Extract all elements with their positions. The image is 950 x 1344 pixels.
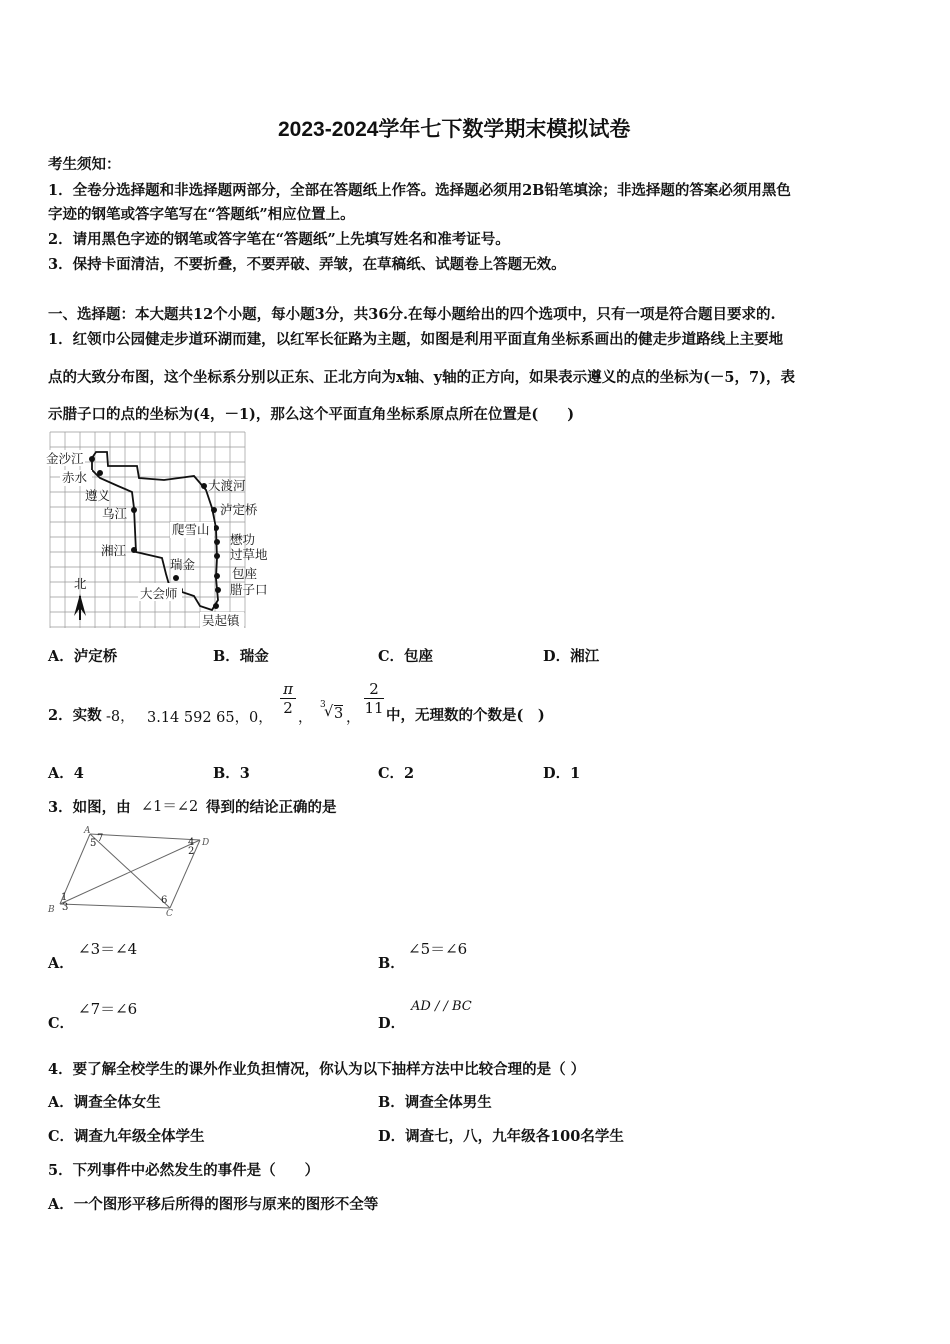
q2-comma-2: ， xyxy=(346,710,361,726)
q1-line-1: 1．红领巾公园健走步道环湖而建，以红军长征路为主题，如图是利用平面直角坐标系画出的健走步道路线上主要地 xyxy=(48,331,784,348)
q2-pi-numerator: π xyxy=(283,680,293,698)
q3-option-d-math: AD / / BC xyxy=(411,999,472,1014)
map-label-ruijin: 瑞金 xyxy=(170,557,196,572)
notice-line-1b: 字迹的钢笔或答字笔写在“答题纸”相应位置上。 xyxy=(48,206,355,223)
q3-angle-6: 6 xyxy=(161,895,168,906)
map-label-daduhe: 大渡河 xyxy=(208,478,246,493)
q1-option-a[interactable]: A．泸定桥 xyxy=(48,648,118,665)
map-label-maogong: 懋功 xyxy=(230,532,256,547)
q1-line-2: 点的大致分布图，这个坐标系分别以正东、正北方向为x轴、y轴的正方向，如果表示遵义的点的坐标为(－5，7)，表 xyxy=(48,369,795,386)
q2-suffix: 中，无理数的个数是( ) xyxy=(386,707,545,724)
notice-line-3: 3．保持卡面清洁，不要折叠，不要弄破、弄皱，在草稿纸、试题卷上答题无效。 xyxy=(48,256,566,273)
notice-heading: 考生须知： xyxy=(48,156,121,173)
q3-option-a-math: ∠3＝∠4 xyxy=(78,940,138,958)
q3-suffix: 得到的结论正确的是 xyxy=(206,799,337,816)
map-label-chishui: 赤水 xyxy=(62,470,88,485)
q2-number-3: 0， xyxy=(249,710,273,726)
map-label-zunyi: 遵义 xyxy=(85,488,111,503)
map-label-lazikou: 腊子口 xyxy=(230,582,268,597)
q3-vertex-c: C xyxy=(166,909,173,916)
q2-prefix: 2．实数 xyxy=(48,707,102,724)
q4-stem: 4．要了解全校学生的课外作业负担情况，你认为以下抽样方法中比较合理的是（ ） xyxy=(48,1061,586,1078)
q1-line-3: 示腊子口的点的坐标为(4，－1)，那么这个平面直角坐标系原点所在位置是( ) xyxy=(48,406,575,423)
q3-angle-5: 5 xyxy=(90,838,97,849)
notice-line-2: 2．请用黑色字迹的钢笔或答字笔在“答题纸”上先填写姓名和准考证号。 xyxy=(48,231,510,248)
map-label-guocaodi: 过草地 xyxy=(230,547,268,562)
q3-angle-2: 2 xyxy=(188,846,195,857)
q2-comma-1: ， xyxy=(298,710,313,726)
map-label-wuqizhen: 吴起镇 xyxy=(202,613,240,628)
notice-line-1a: 1．全卷分选择题和非选择题两部分，全部在答题纸上作答。选择题必须用2B铅笔填涂；非选择题的答案必须用黑色 xyxy=(48,182,791,199)
q1-option-d[interactable]: D．湘江 xyxy=(543,648,600,665)
q2-option-b[interactable]: B．3 xyxy=(213,765,250,782)
map-label-paxueshan: 爬雪山 xyxy=(172,522,210,537)
q3-option-c-math: ∠7＝∠6 xyxy=(78,1000,138,1018)
q3-vertex-b: B xyxy=(48,905,55,915)
q3-angle-4: 4 xyxy=(188,837,195,848)
q3-vertex-d: D xyxy=(202,838,210,848)
q3-prefix: 3．如图，由 xyxy=(48,799,131,816)
q2-fraction-pi xyxy=(280,680,296,717)
map-north-label: 北 xyxy=(74,576,87,591)
q2-frac-denominator: 11 xyxy=(364,699,384,717)
q1-option-b[interactable]: B．瑞金 xyxy=(213,648,269,665)
q3-angle-3: 3 xyxy=(62,902,69,913)
q2-frac-numerator: 2 xyxy=(369,680,379,698)
q4-option-a[interactable]: A．调查全体女生 xyxy=(48,1094,161,1111)
q3-option-c-label[interactable]: C． xyxy=(48,1015,75,1032)
q2-number-2: 3.14 592 65， xyxy=(147,710,250,726)
q2-fraction-2-11 xyxy=(364,680,384,717)
map-label-wujiang: 乌江 xyxy=(102,506,128,521)
q5-option-a[interactable]: A．一个图形平移后所得的图形与原来的图形不全等 xyxy=(48,1196,379,1213)
map-label-baozuo: 包座 xyxy=(232,566,258,581)
map-label-xiangjiang: 湘江 xyxy=(101,543,127,558)
q1-option-c[interactable]: C．包座 xyxy=(378,648,434,665)
map-label-dahuishi: 大会师 xyxy=(140,586,178,601)
map-label-ludingqiao: 泸定桥 xyxy=(220,502,258,517)
q2-cbrt-radicand: 3 xyxy=(334,706,344,722)
q4-option-c[interactable]: C．调查九年级全体学生 xyxy=(48,1128,205,1145)
q2-radical-icon: √ xyxy=(324,704,334,720)
q3-condition: ∠1＝∠2 xyxy=(141,799,199,815)
q2-number-1: -8， xyxy=(106,709,135,725)
q3-option-d-label[interactable]: D． xyxy=(378,1015,406,1032)
q3-option-b-label[interactable]: B． xyxy=(378,955,405,972)
q2-pi-denominator: 2 xyxy=(280,698,296,717)
q4-option-d[interactable]: D．调查七，八，九年级各100名学生 xyxy=(378,1128,624,1145)
q2-option-c[interactable]: C．2 xyxy=(378,765,415,782)
page-title: 2023-2024学年七下数学期末模拟试卷 xyxy=(278,118,631,141)
q5-stem: 5．下列事件中必然发生的事件是（ ） xyxy=(48,1162,320,1179)
q1-map-figure xyxy=(44,428,284,632)
q3-option-b-math: ∠5＝∠6 xyxy=(408,940,468,958)
q2-cbrt-index: 3 xyxy=(320,700,326,710)
map-label-jinshajiang: 金沙江 xyxy=(46,451,84,466)
q2-option-d[interactable]: D．1 xyxy=(543,765,581,782)
q3-angle-7: 7 xyxy=(97,833,104,844)
q3-angle-1: 1 xyxy=(61,892,68,903)
q3-option-a-label[interactable]: A． xyxy=(48,955,74,972)
section-heading: 一、选择题：本大题共12个小题，每小题3分，共36分.在每小题给出的四个选项中，只有一项是符合题目要求的. xyxy=(48,306,776,323)
q4-option-b[interactable]: B．调查全体男生 xyxy=(378,1094,492,1111)
q2-option-a[interactable]: A．4 xyxy=(48,765,84,782)
q3-parallelogram-figure xyxy=(42,824,212,916)
north-arrow-icon xyxy=(74,594,86,620)
q3-vertex-a: A xyxy=(84,826,91,836)
